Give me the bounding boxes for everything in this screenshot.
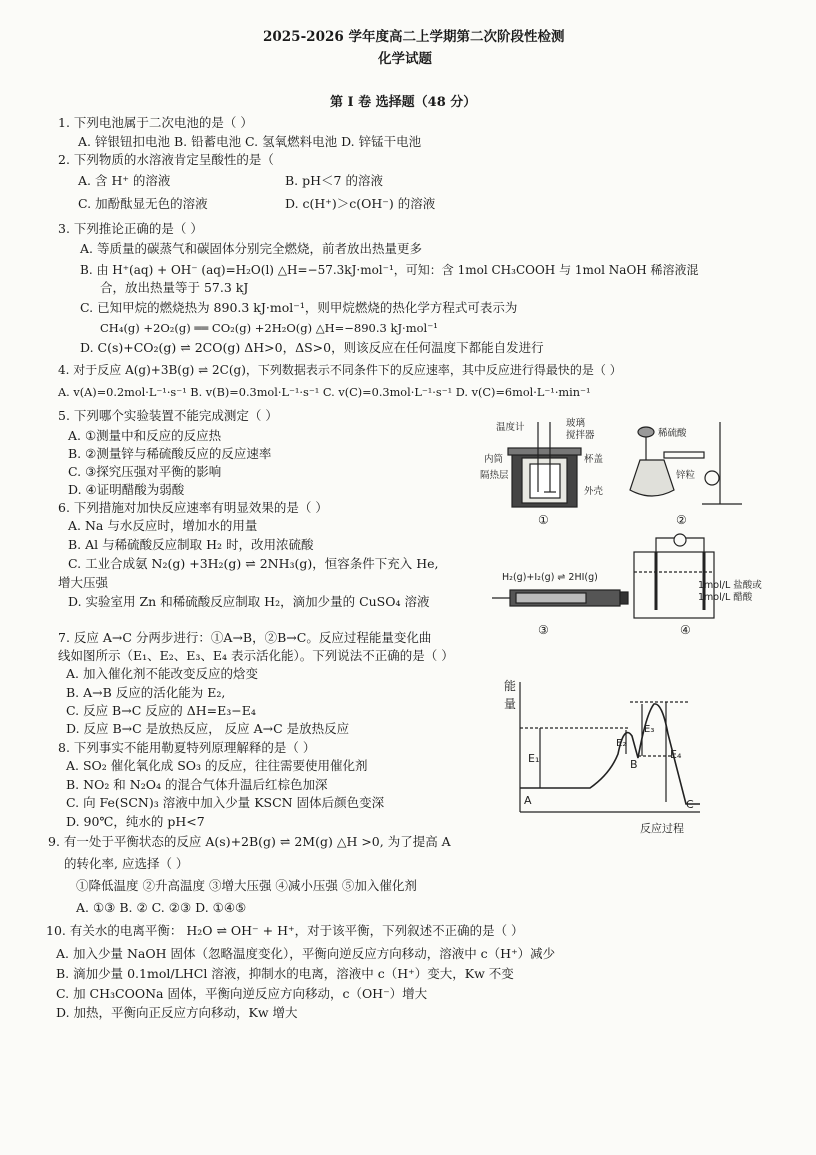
- question-stem: 8. 下列事实不能用勒夏特列原理解释的是（ ）: [58, 740, 316, 755]
- label-acetic-acid: 1mol/L 醋酸: [698, 592, 753, 603]
- exam-title: 2025-2026 学年度高二上学期第二次阶段性检测: [263, 29, 565, 45]
- label-insulation: 隔热层: [480, 470, 509, 481]
- question-option: C. 工业合成氨 N₂(g) +3H₂(g) ⇌ 2NH₃(g)，恒容条件下充入 He,: [68, 556, 439, 571]
- question-stem: 10. 有关水的电离平衡： H₂O ⇌ OH⁻ + H⁺，对于该平衡，下列叙述不正确的是（ ）: [46, 923, 524, 938]
- figure-number-1: ①: [538, 513, 549, 527]
- question-option: A. ①测量中和反应的反应热: [68, 428, 222, 443]
- question-option: D. 加热，平衡向正反应方向移动，Kw 增大: [56, 1005, 298, 1020]
- figure-number-3: ③: [538, 623, 549, 637]
- energy-diagram: [490, 674, 720, 838]
- question-option: B. A→B 反应的活化能为 E₂,: [66, 685, 226, 700]
- label-lid: 杯盖: [584, 454, 604, 465]
- label-glass: 玻璃: [566, 418, 586, 429]
- ylabel-bottom: 量: [504, 697, 517, 711]
- section-heading: 第 I 卷 选择题（48 分）: [330, 95, 477, 110]
- question-option: C. 加酚酞显无色的溶液: [78, 196, 208, 211]
- question-option: C. 反应 B→C 反应的 ΔH=E₃−E₄: [66, 703, 256, 718]
- question-option: D. 90℃，纯水的 pH<7: [66, 814, 205, 829]
- question-option: B. pH＜7 的溶液: [285, 173, 383, 188]
- question-option: A. 含 H⁺ 的溶液: [78, 173, 171, 188]
- beaker-diagram: [634, 534, 714, 618]
- question-option: C. ③探究压强对平衡的影响: [68, 464, 222, 479]
- point-b: B: [630, 758, 638, 771]
- energy-e1: E₁: [528, 752, 540, 765]
- label-dilute-sulfuric: 稀硫酸: [658, 428, 687, 439]
- question-option: A. v(A)=0.2mol·L⁻¹·s⁻¹ B. v(B)=0.3mol·L⁻¹·s⁻¹ C. v(C)=0.3mol·L⁻¹·s⁻¹ D. v(C)=6mol·L⁻¹·min⁻¹: [58, 386, 591, 399]
- question-option: A. 加入催化剂不能改变反应的焓变: [66, 666, 258, 681]
- question-option: A. 等质量的碳蒸气和碳固体分别完全燃烧，前者放出热量更多: [80, 241, 422, 256]
- question-stem: 6. 下列措施对加快反应速率有明显效果的是（ ）: [58, 500, 328, 515]
- question-stem-cont: 的转化率, 应选择（ ）: [64, 856, 189, 871]
- question-option: A. Na 与水反应时，增加水的用量: [68, 518, 258, 533]
- question-stem: 3. 下列推论正确的是（ ）: [58, 221, 203, 236]
- label-shell: 外壳: [584, 486, 604, 497]
- syringe-diagram: [492, 590, 628, 606]
- point-a: A: [524, 794, 532, 807]
- question-stem: 4. 对于反应 A(g)+3B(g) ⇌ 2C(g)，下列数据表示不同条件下的反应速率，其中反应进行得最快的是（ ）: [58, 363, 622, 377]
- question-stem: 9. 有一处于平衡状态的反应 A(s)+2B(g) ⇌ 2M(g) △H >0, 为了提高 A: [48, 834, 451, 849]
- figure-number-2: ②: [676, 513, 687, 527]
- question-option: 增大压强: [58, 575, 109, 590]
- question-option: A. 锌银钮扣电池 B. 铅蓄电池 C. 氢氧燃料电池 D. 锌锰干电池: [78, 134, 422, 149]
- question-option: A. SO₂ 催化氧化成 SO₃ 的反应，往往需要使用催化剂: [66, 758, 368, 773]
- question-option: CH₄(g) +2O₂(g) ══ CO₂(g) +2H₂O(g) △H=−890.3 kJ·mol⁻¹: [100, 321, 438, 335]
- label-stirrer: 搅拌器: [566, 430, 595, 441]
- label-hi-equilibrium: H₂(g)+I₂(g) ⇌ 2HI(g): [502, 572, 598, 583]
- question-stem: 2. 下列物质的水溶液肯定呈酸性的是（: [58, 152, 274, 167]
- point-c: C: [686, 798, 694, 811]
- apparatus-figure: [480, 412, 780, 644]
- question-option: 合，放出热量等于 57.3 kJ: [100, 280, 249, 295]
- question-option: D. 反应 B→C 是放热反应， 反应 A→C 是放热反应: [66, 721, 350, 736]
- question-option: D. ④证明醋酸为弱酸: [68, 482, 185, 497]
- question-option: D. c(H⁺)＞c(OH⁻) 的溶液: [285, 196, 436, 211]
- question-option: C. 加 CH₃COONa 固体，平衡向逆反应方向移动，c（OH⁻）增大: [56, 986, 428, 1001]
- question-option: C. 已知甲烷的燃烧热为 890.3 kJ·mol⁻¹，则甲烷燃烧的热化学方程式可表示为: [80, 300, 518, 315]
- energy-e4: E₄: [670, 748, 682, 761]
- question-option: D. 实验室用 Zn 和稀硫酸反应制取 H₂，滴加少量的 CuSO₄ 溶液: [68, 594, 430, 609]
- label-hcl-or: 1mol/L 盐酸或: [698, 580, 762, 591]
- energy-e3: E₃: [644, 724, 655, 735]
- question-option: A. 加入少量 NaOH 固体（忽略温度变化），平衡向逆反应方向移动，溶液中 c（H⁺）减少: [56, 946, 556, 961]
- question-option: C. 向 Fe(SCN)₃ 溶液中加入少量 KSCN 固体后颜色变深: [66, 795, 385, 810]
- question-option: B. ②测量锌与稀硫酸反应的反应速率: [68, 446, 272, 461]
- question-stem: 5. 下列哪个实验装置不能完成测定（ ）: [58, 408, 278, 423]
- ylabel-top: 能: [504, 679, 517, 693]
- energy-e2: E₂: [616, 738, 627, 749]
- question-option: ①降低温度 ②升高温度 ③增大压强 ④减小压强 ⑤加入催化剂: [76, 878, 417, 893]
- xlabel: 反应过程: [640, 822, 684, 835]
- question-stem: 1. 下列电池属于二次电池的是（ ）: [58, 115, 253, 130]
- question-stem: 7. 反应 A→C 分两步进行：①A→B，②B→C。反应过程能量变化曲: [58, 630, 432, 645]
- subject-title: 化学试题: [378, 51, 432, 67]
- label-zinc: 锌粒: [676, 470, 696, 481]
- question-option: B. Al 与稀硫酸反应制取 H₂ 时，改用浓硫酸: [68, 537, 314, 552]
- question-option: D. C(s)+CO₂(g) ⇌ 2CO(g) ΔH>0，ΔS>0，则该反应在任何温度下都能自发进行: [80, 340, 544, 355]
- figure-number-4: ④: [680, 623, 691, 637]
- label-thermometer: 温度计: [496, 422, 525, 433]
- question-option: A. ①③ B. ② C. ②③ D. ①④⑤: [76, 900, 247, 915]
- question-option: B. NO₂ 和 N₂O₄ 的混合气体升温后红棕色加深: [66, 777, 328, 792]
- question-option: B. 由 H⁺(aq) + OH⁻ (aq)=H₂O(l) △H=−57.3kJ·mol⁻¹，可知：含 1mol CH₃COOH 与 1mol NaOH 稀溶液混: [80, 263, 699, 277]
- question-stem-cont: 线如图所示（E₁、E₂、E₃、E₄ 表示活化能）。下列说法不正确的是（ ）: [58, 648, 454, 663]
- question-option: B. 滴加少量 0.1mol/LHCl 溶液，抑制水的电离，溶液中 c（H⁺）变大，Kw 不变: [56, 966, 514, 981]
- label-inner-cup: 内筒: [484, 454, 504, 465]
